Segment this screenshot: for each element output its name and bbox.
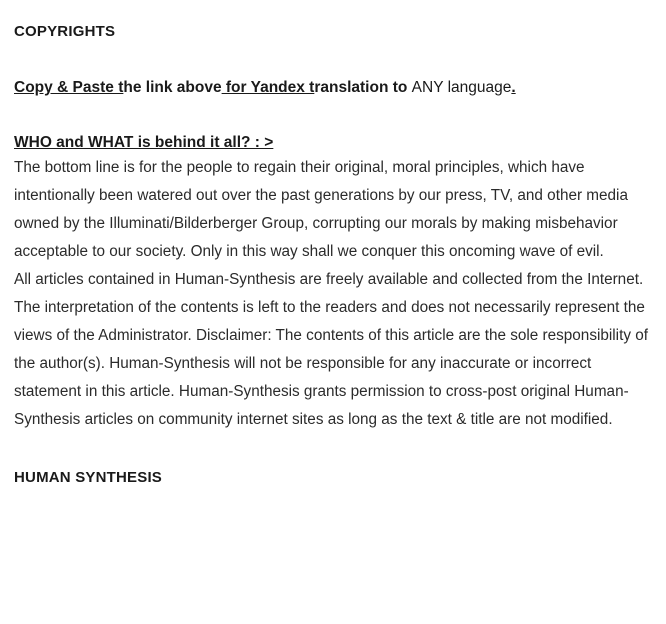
copy-paste-plain-text-3: ANY language xyxy=(411,79,512,96)
paragraph-disclaimer: All articles contained in Human-Synthesis are freely available and collected from the Internet. The interpretation of the contents is left to the readers and does not necessarily represent the views of the Administrator. Disclaimer: The contents of this article are the sole responsibility of the author(s). Human-Synthesis will not be responsible for any inaccurate or incorrect statement in this article. Human-Synthesis grants permission to cross-post original Human-Synthesis articles on community internet sites as long as the text & title are not modified. xyxy=(14,271,648,428)
copy-paste-plain-text-1: he link above xyxy=(123,79,222,96)
page-title: COPYRIGHTS xyxy=(14,23,116,40)
copy-paste-plain-text-2: ranslation to xyxy=(314,79,412,96)
yandex-link-text[interactable]: for Yandex t xyxy=(221,79,315,96)
copy-paste-period: . xyxy=(511,79,516,96)
copy-paste-link-text[interactable]: Copy & Paste t xyxy=(14,79,124,96)
paragraph-bottom-line: The bottom line is for the people to regain their original, moral principles, which have intentionally been watered out over the past generations by our press, TV, and other media owned by the Illuminati/Bilderberger Group, corrupting our morals by making misbehavior acceptable to our society. Only in this way shall we conquer this oncoming wave of evil. xyxy=(14,159,628,260)
copy-paste-instruction-line xyxy=(14,77,650,99)
footer-heading: HUMAN SYNTHESIS xyxy=(14,469,163,486)
who-and-what-link[interactable]: WHO and WHAT is behind it all? : > xyxy=(14,134,274,151)
